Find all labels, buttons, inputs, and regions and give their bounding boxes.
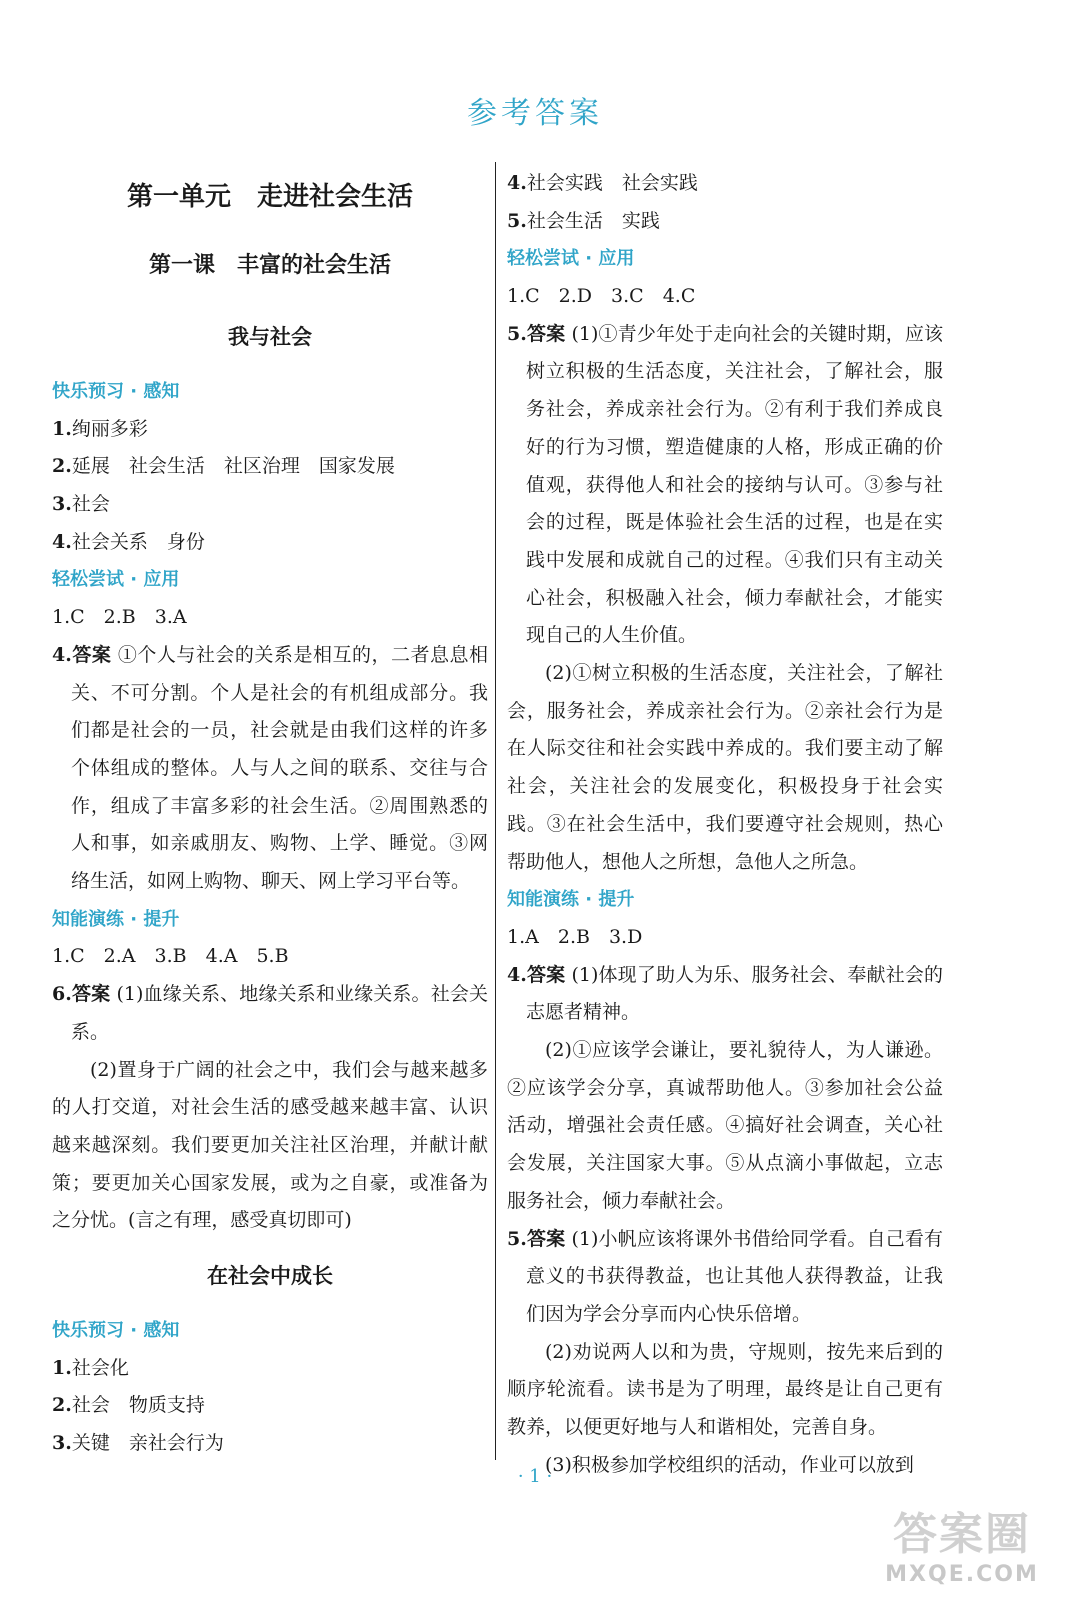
watermark-logo <box>872 1498 1052 1588</box>
choice-answers: 1.A 2.B 3.D <box>507 925 643 948</box>
answer-paragraph: (2)劝说两人以和为贵，守规则，按先来后到的顺序轮流看。读书是为了明理，最终是让自己更有教养，以便更好地与人和谐相处，完善自身。 <box>507 1340 943 1439</box>
watermark-site-text: MXQE.COM <box>885 1562 1039 1587</box>
unit-title: 第一单元 走进社会生活 <box>126 182 413 212</box>
answer-item: 2.延展 社会生活 社区治理 国家发展 <box>52 455 395 478</box>
answer-paragraph: 5.答案 (1)小帆应该将课外书借给同学看。自己看有意义的书获得教益，也让其他人获得教益，让我们因为学会分享而内心快乐倍增。 <box>507 1227 943 1325</box>
page-title: 参考答案 <box>467 96 603 131</box>
subheading-try: 轻松尝试 · 应用 <box>52 569 180 591</box>
answer-paragraph: 4.答案 (1)体现了助人为乐、服务社会、奉献社会的志愿者精神。 <box>507 963 943 1024</box>
watermark-logo-text: 答案圈 <box>893 1509 1031 1560</box>
subheading-practice: 知能演练 · 提升 <box>507 889 635 911</box>
answer-paragraph: (2)①应该学会谦让，要礼貌待人，为人谦逊。②应该学会分享，真诚帮助他人。③参加社会公益活动，增强社会责任感。④搞好社会调查，关心社会发展，关注国家大事。⑤从点滴小事做起，立志服务社会，倾力奉献社会。 <box>507 1039 943 1212</box>
choice-answers: 1.C 2.D 3.C 4.C <box>507 285 696 308</box>
answer-item: 3.关键 亲社会行为 <box>52 1432 224 1455</box>
answer-item: 4.社会关系 身份 <box>52 530 205 553</box>
subheading-try: 轻松尝试 · 应用 <box>507 248 635 270</box>
answer-paragraph: 6.答案 (1)血缘关系、地缘关系和业缘关系。社会关系。 <box>52 983 488 1043</box>
subheading-preview: 快乐预习 · 感知 <box>52 381 180 402</box>
answer-paragraph: (2)①树立积极的生活态度，关注社会，了解社会，服务社会，养成亲社会行为。②亲社会行为是在人际交往和社会实践中养成的。我们要主动了解社会，关注社会的发展变化，积极投身于社会实践。③在社会生活中，我们要遵守社会规则，热心帮助他人，想他人之所想，急他人之所急。 <box>507 662 943 873</box>
subheading-practice: 知能演练 · 提升 <box>52 908 180 930</box>
answer-item: 1.绚丽多彩 <box>52 417 148 440</box>
left-column <box>52 165 488 1463</box>
column-divider <box>495 162 496 1460</box>
answer-item: 5.社会生活 实践 <box>507 209 660 232</box>
right-column <box>507 165 943 1485</box>
answer-paragraph: 4.答案 ①个人与社会的关系是相互的，二者息息相关、不可分割。个人是社会的有机组成部分。我们都是社会的一员，社会就是由我们这样的许多个体组成的整体。人与人之间的联系、交往与合作，组成了丰富多彩的社会生活。②周围熟悉的人和事，如亲戚朋友、购物、上学、睡觉。③网络生活，如网上购物、聊天、网上学习平台等。 <box>52 643 488 893</box>
answer-item: 3.社会 <box>52 493 110 516</box>
answer-paragraph: (2)置身于广阔的社会之中，我们会与越来越多的人打交道，对社会生活的感受越来越丰富、认识越来越深刻。我们要更加关注社区治理，并献计献策；要更加关心国家发展，或为之自豪，或准备为之分忧。(言之有理，感受真切即可) <box>52 1058 488 1232</box>
answer-item: 4.社会实践 社会实践 <box>507 172 698 194</box>
answer-item: 2.社会 物质支持 <box>52 1394 205 1417</box>
section-title-grow-in-society: 在社会中成长 <box>207 1263 333 1289</box>
answer-paragraph: 5.答案 (1)①青少年处于走向社会的关键时期，应该树立积极的生活态度，关注社会，了解社会，服务社会，养成亲社会行为。②有利于我们养成良好的行为习惯，塑造健康的人格，形成正确的价值观，获得他人和社会的接纳与认可。③参与社会的过程，既是体验社会生活的过程，也是在实践中发展和成就自己的过程。④我们只有主动关心社会，积极融入社会，倾力奉献社会，才能实现自己的人生价值。 <box>507 322 943 647</box>
choice-answers: 1.C 2.A 3.B 4.A 5.B <box>52 945 289 968</box>
subheading-preview: 快乐预习 · 感知 <box>52 1320 180 1342</box>
page-number: · 1 · <box>517 1466 553 1487</box>
answer-item: 1.社会化 <box>52 1356 129 1379</box>
section-title-me-and-society: 我与社会 <box>228 324 312 349</box>
choice-answers: 1.C 2.B 3.A <box>52 606 187 629</box>
lesson-title: 第一课 丰富的社会生活 <box>148 252 391 278</box>
answer-paragraph: (3)积极参加学校组织的活动，作业可以放到 <box>545 1453 914 1476</box>
